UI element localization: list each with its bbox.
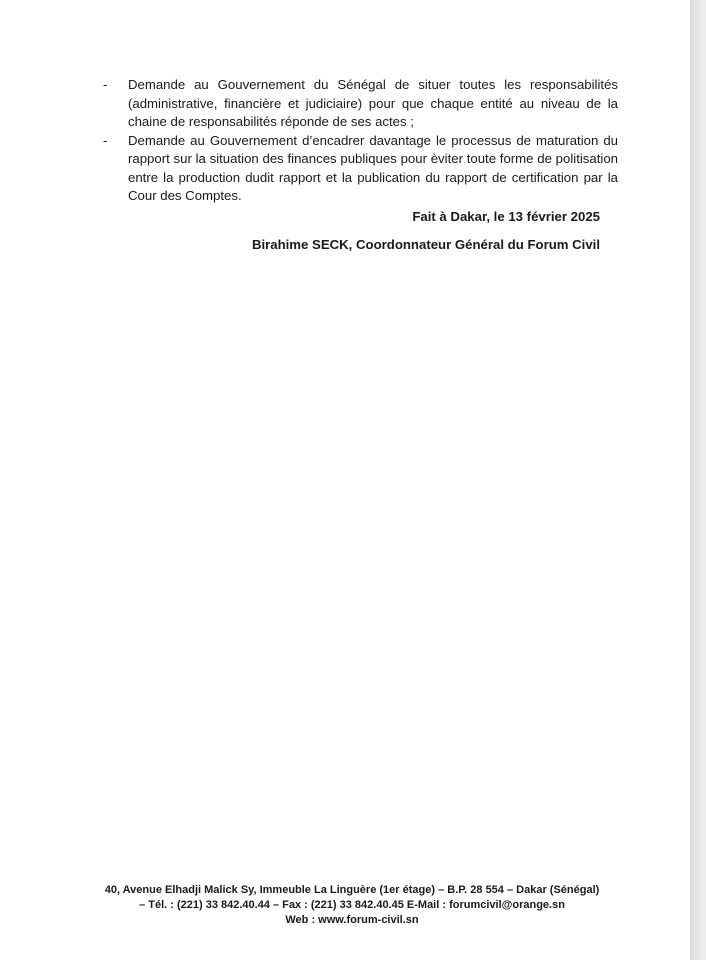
list-item-text: Demande au Gouvernement d’encadrer davantage le processus de maturation du rapport sur la situation des finances publiques pour èviter toute forme de politisation entre la production dudit rapport et la publication du rapport de certification par la Cour des Comptes. [128,132,618,203]
demands-list [98,76,618,206]
footer-contact: – Tél. : (221) 33 842.40.44 – Fax : (221) 33 842.40.45 E-Mail : forumcivil@orange.sn [139,899,565,911]
list-bullet: - [103,77,108,92]
signature-place-date: Fait à Dakar, le 13 février 2025 [412,209,600,224]
list-bullet: - [103,132,108,148]
page-edge-shadow [690,0,706,960]
footer-address: 40, Avenue Elhadji Malick Sy, Immeuble La Linguère (1er étage) – B.P. 28 554 – Dakar (Sénégal) [104,884,600,896]
list-item [98,76,618,132]
footer-website: Web : www.forum-civil.sn [285,914,419,926]
list-item-text: Demande au Gouvernement du Sénégal de situer toutes les responsabilités (administrative, financière et judiciaire) pour que chaque entité au niveau de la chaine de responsabilités réponde de ses actes ; [128,77,618,129]
list-item [98,132,618,206]
signature-signatory: Birahime SECK, Coordonnateur Général du Forum Civil [251,237,600,252]
